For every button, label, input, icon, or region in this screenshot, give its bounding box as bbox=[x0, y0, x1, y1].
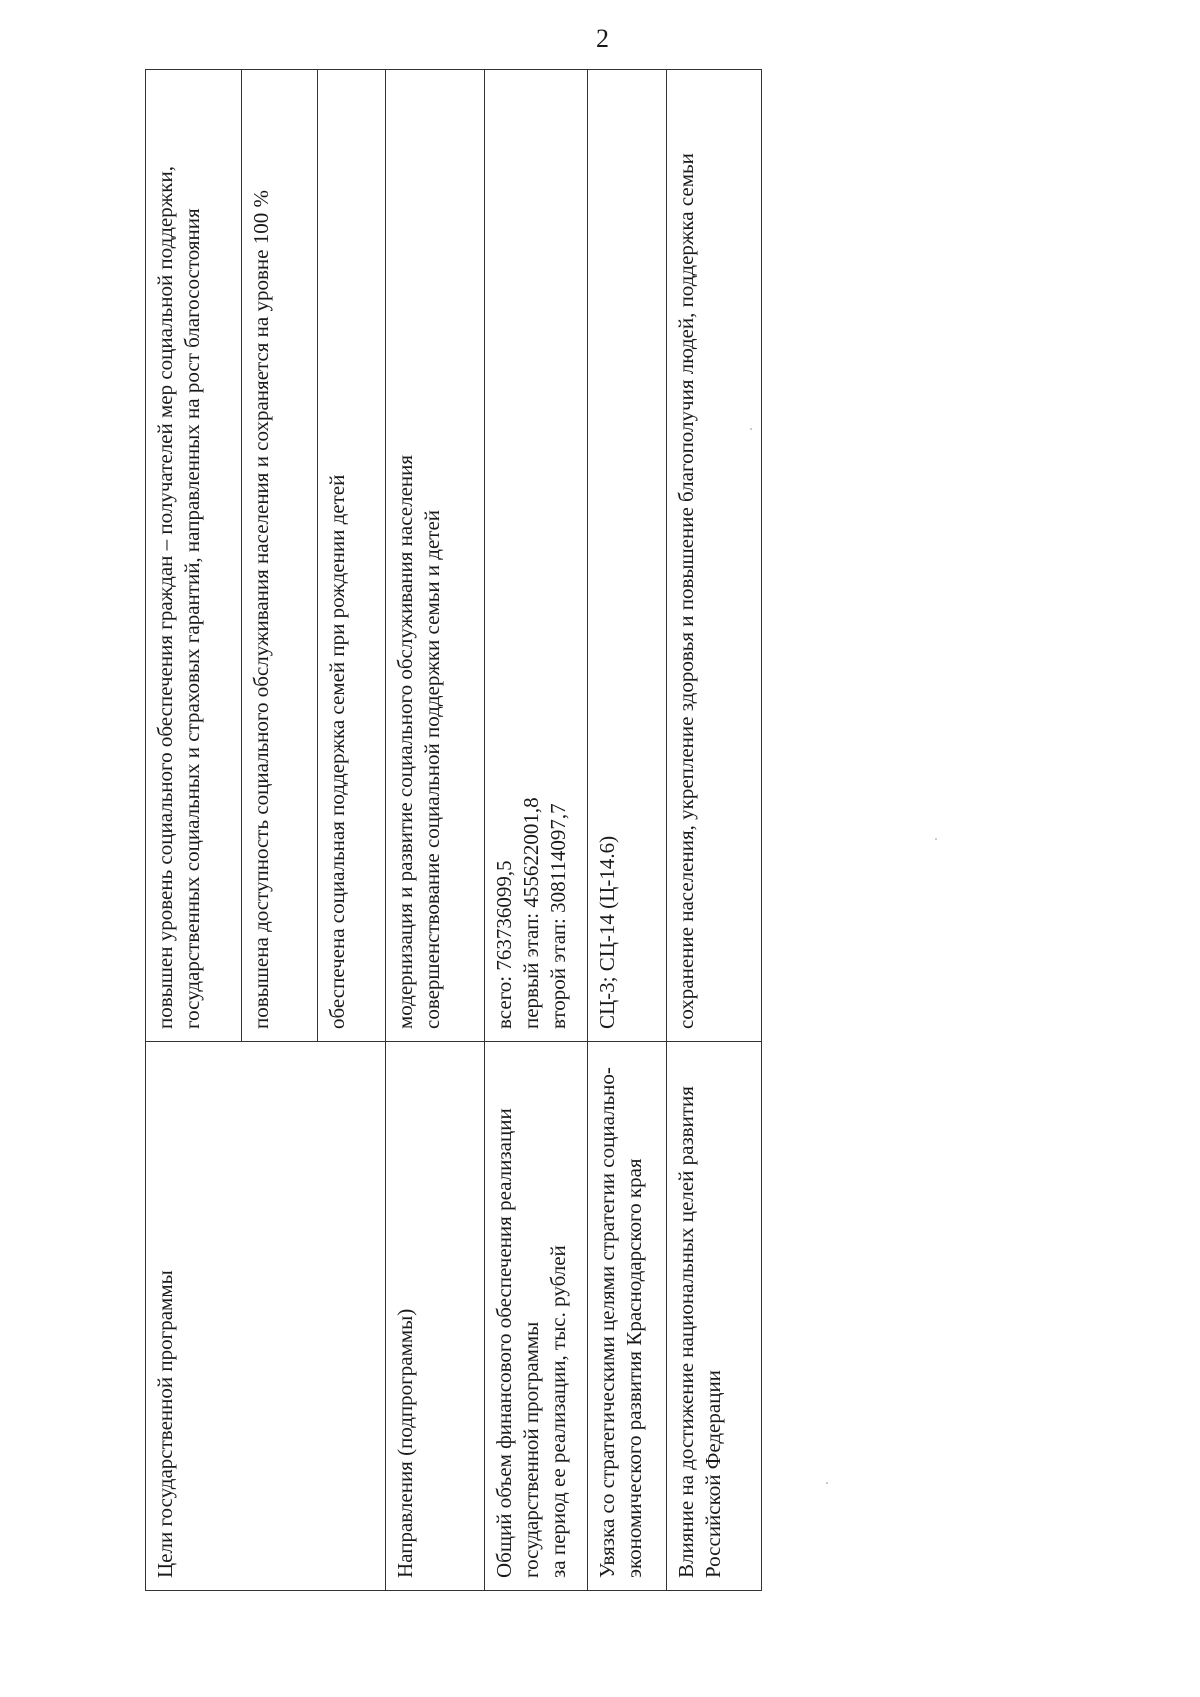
table-row bbox=[386, 70, 485, 1591]
table-row bbox=[485, 70, 588, 1591]
program-passport-table bbox=[145, 69, 762, 1591]
table-row bbox=[588, 70, 667, 1591]
table-row bbox=[146, 70, 242, 1591]
goal-value-2: повышена доступность социального обслуживания населения и сохраняется на уровне 100 % bbox=[242, 70, 318, 1042]
row-label-strategy-link: Увязка со стратегическими целями стратегии социально-экономического развития Краснодарского края bbox=[588, 1042, 667, 1591]
scan-speck bbox=[826, 1482, 828, 1484]
passport-table-wrap bbox=[145, 70, 761, 1591]
directions-value: модернизация и развитие социального обслуживания населения совершенствование социальной поддержки семьи и детей bbox=[386, 70, 485, 1042]
scan-speck bbox=[935, 838, 937, 840]
national-goals-value: сохранение населения, укрепление здоровья и повышение благополучия людей, поддержка семьи bbox=[667, 70, 762, 1042]
page-number: 2 bbox=[596, 24, 609, 53]
scan-speck bbox=[750, 428, 752, 430]
row-label-funding: Общий объем финансового обеспечения реализации государственной программы за период ее реализации, тыс. рублей bbox=[485, 1042, 588, 1591]
row-label-directions: Направления (подпрограммы) bbox=[386, 1042, 485, 1591]
row-label-goals: Цели государственной программы bbox=[146, 1042, 386, 1591]
strategy-link-value: СЦ-3; СЦ-14 (Ц-14.6) bbox=[588, 70, 667, 1042]
goal-value-3: обеспечена социальная поддержка семей при рождении детей bbox=[318, 70, 386, 1042]
goal-value-1: повышен уровень социального обеспечения граждан – получателей мер социальной поддержки, государственных социальных и страховых гарантий, направленных на рост благосостояния bbox=[146, 70, 242, 1042]
row-label-national-goals: Влияние на достижение национальных целей развития Российской Федерации bbox=[667, 1042, 762, 1591]
rotated-table bbox=[145, 70, 761, 1591]
table-row bbox=[667, 70, 762, 1591]
funding-value: всего: 763736099,5 первый этап: 455622001,8 второй этап: 308114097,7 bbox=[485, 70, 588, 1042]
